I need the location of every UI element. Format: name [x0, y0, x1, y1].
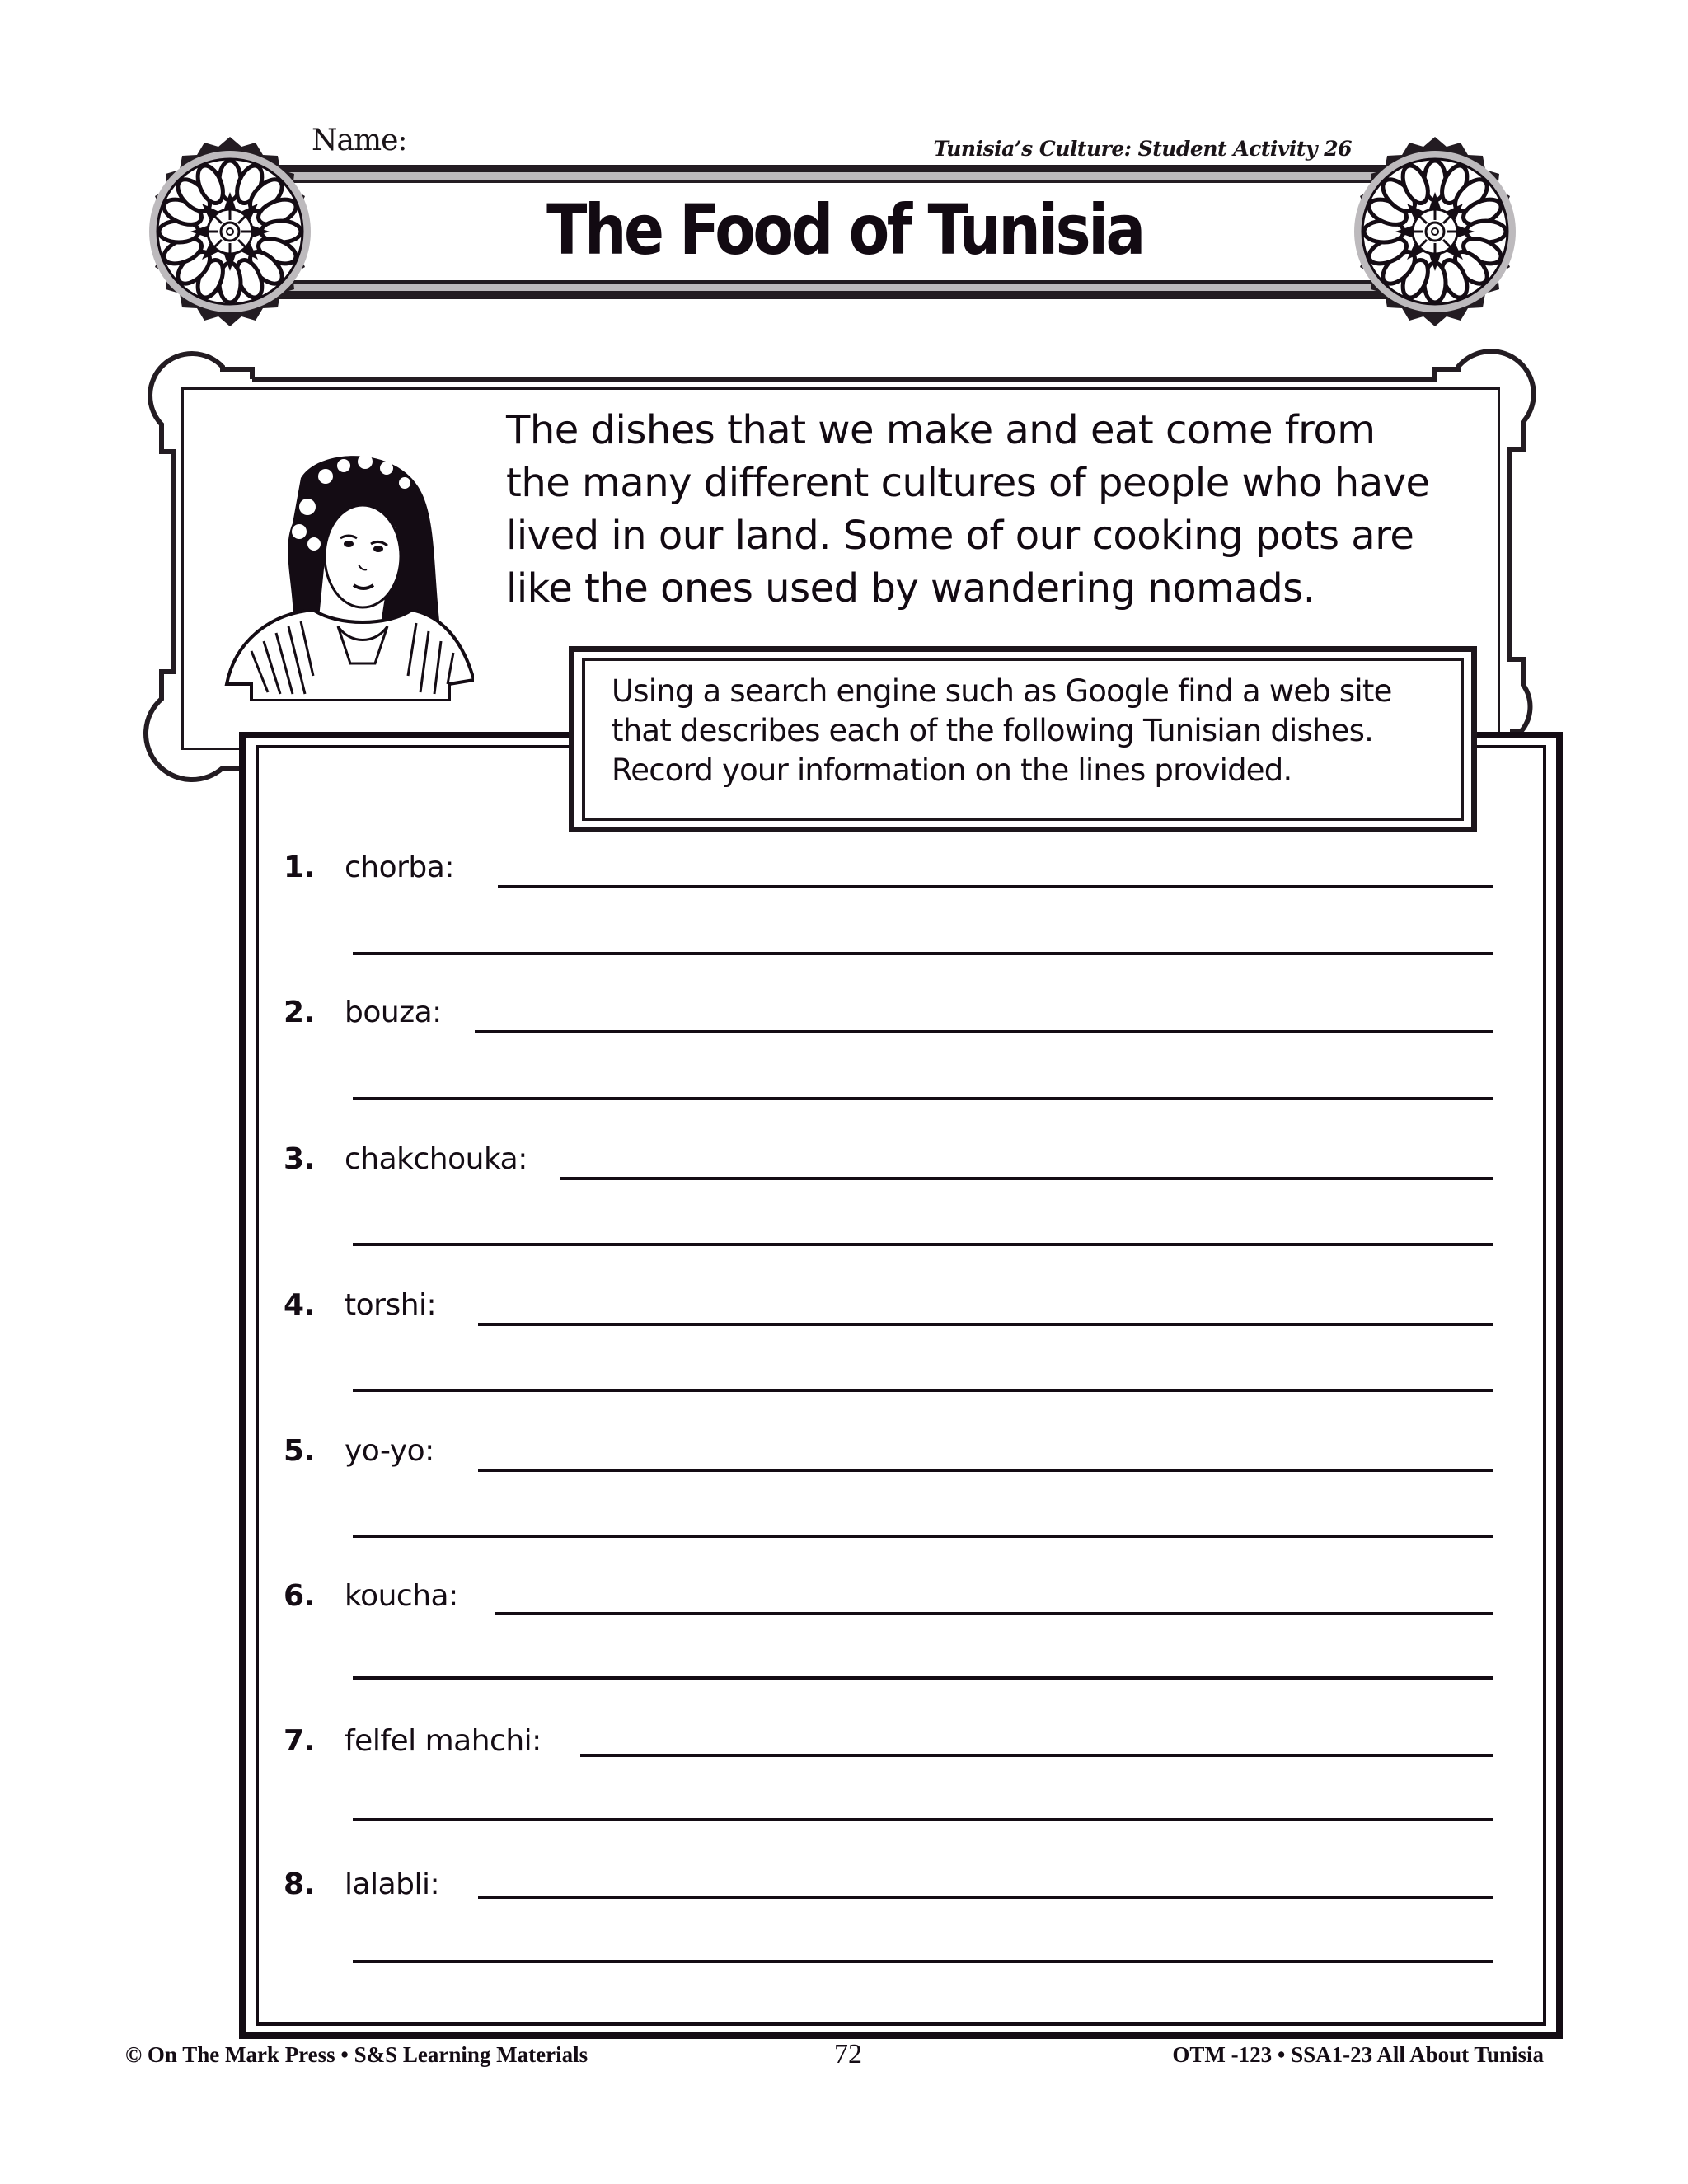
answer-line[interactable] [560, 1177, 1493, 1180]
item-number: 4. [284, 1288, 316, 1322]
intro-line: like the ones used by wandering nomads. [506, 565, 1315, 612]
item-label: yo-yo: [345, 1434, 434, 1468]
item-label: torshi: [345, 1288, 437, 1322]
worksheet-inner-border [256, 745, 1546, 2026]
answer-line[interactable] [580, 1754, 1493, 1757]
answer-line[interactable] [478, 1896, 1493, 1899]
item-label: felfel mahchi: [345, 1724, 542, 1758]
item-number: 7. [284, 1724, 316, 1758]
item-number: 6. [284, 1579, 316, 1613]
answer-line[interactable] [478, 1469, 1493, 1472]
intro-line: lived in our land. Some of our cooking pots are [506, 513, 1414, 559]
instructions-line: Using a search engine such as Google find a web site [612, 673, 1392, 709]
activity-label: Tunisia’s Culture: Student Activity 26 [933, 137, 1352, 161]
item-number: 1. [284, 851, 316, 884]
answer-line[interactable] [353, 1389, 1493, 1392]
portrait-of-girl-illustration [202, 429, 474, 701]
item-label: lalabli: [345, 1868, 440, 1901]
name-label: Name: [312, 124, 407, 157]
intro-paragraph [506, 404, 1495, 615]
answer-line[interactable] [353, 1676, 1493, 1680]
answer-line[interactable] [353, 1960, 1493, 1963]
item-number: 3. [284, 1142, 316, 1176]
instructions-line: Record your information on the lines provided. [612, 752, 1292, 788]
item-number: 2. [284, 996, 316, 1029]
intro-line: the many different cultures of people who have [506, 460, 1430, 506]
instructions-line: that describes each of the following Tunisian dishes. [612, 713, 1374, 748]
answer-line[interactable] [353, 1097, 1493, 1100]
answer-line[interactable] [478, 1323, 1493, 1326]
answer-line[interactable] [353, 1818, 1493, 1821]
answer-line[interactable] [353, 1535, 1493, 1538]
answer-line[interactable] [475, 1030, 1493, 1033]
intro-line: The dishes that we make and eat come from [506, 407, 1376, 453]
answer-line[interactable] [498, 885, 1493, 888]
item-label: koucha: [345, 1579, 458, 1613]
item-number: 8. [284, 1868, 316, 1901]
page-number: 72 [834, 2039, 862, 2069]
answer-line[interactable] [353, 1243, 1493, 1246]
item-label: chorba: [345, 851, 454, 884]
footer-copyright: © On The Mark Press • S&S Learning Materials [125, 2042, 588, 2067]
page-title: The Food of Tunisia [546, 190, 1143, 270]
answer-line[interactable] [495, 1612, 1493, 1615]
instructions-text [612, 672, 1452, 790]
item-number: 5. [284, 1434, 316, 1468]
item-label: chakchouka: [345, 1142, 528, 1176]
footer-series: OTM -123 • SSA1-23 All About Tunisia [1172, 2042, 1544, 2067]
answer-line[interactable] [353, 952, 1493, 955]
item-label: bouza: [345, 996, 442, 1029]
